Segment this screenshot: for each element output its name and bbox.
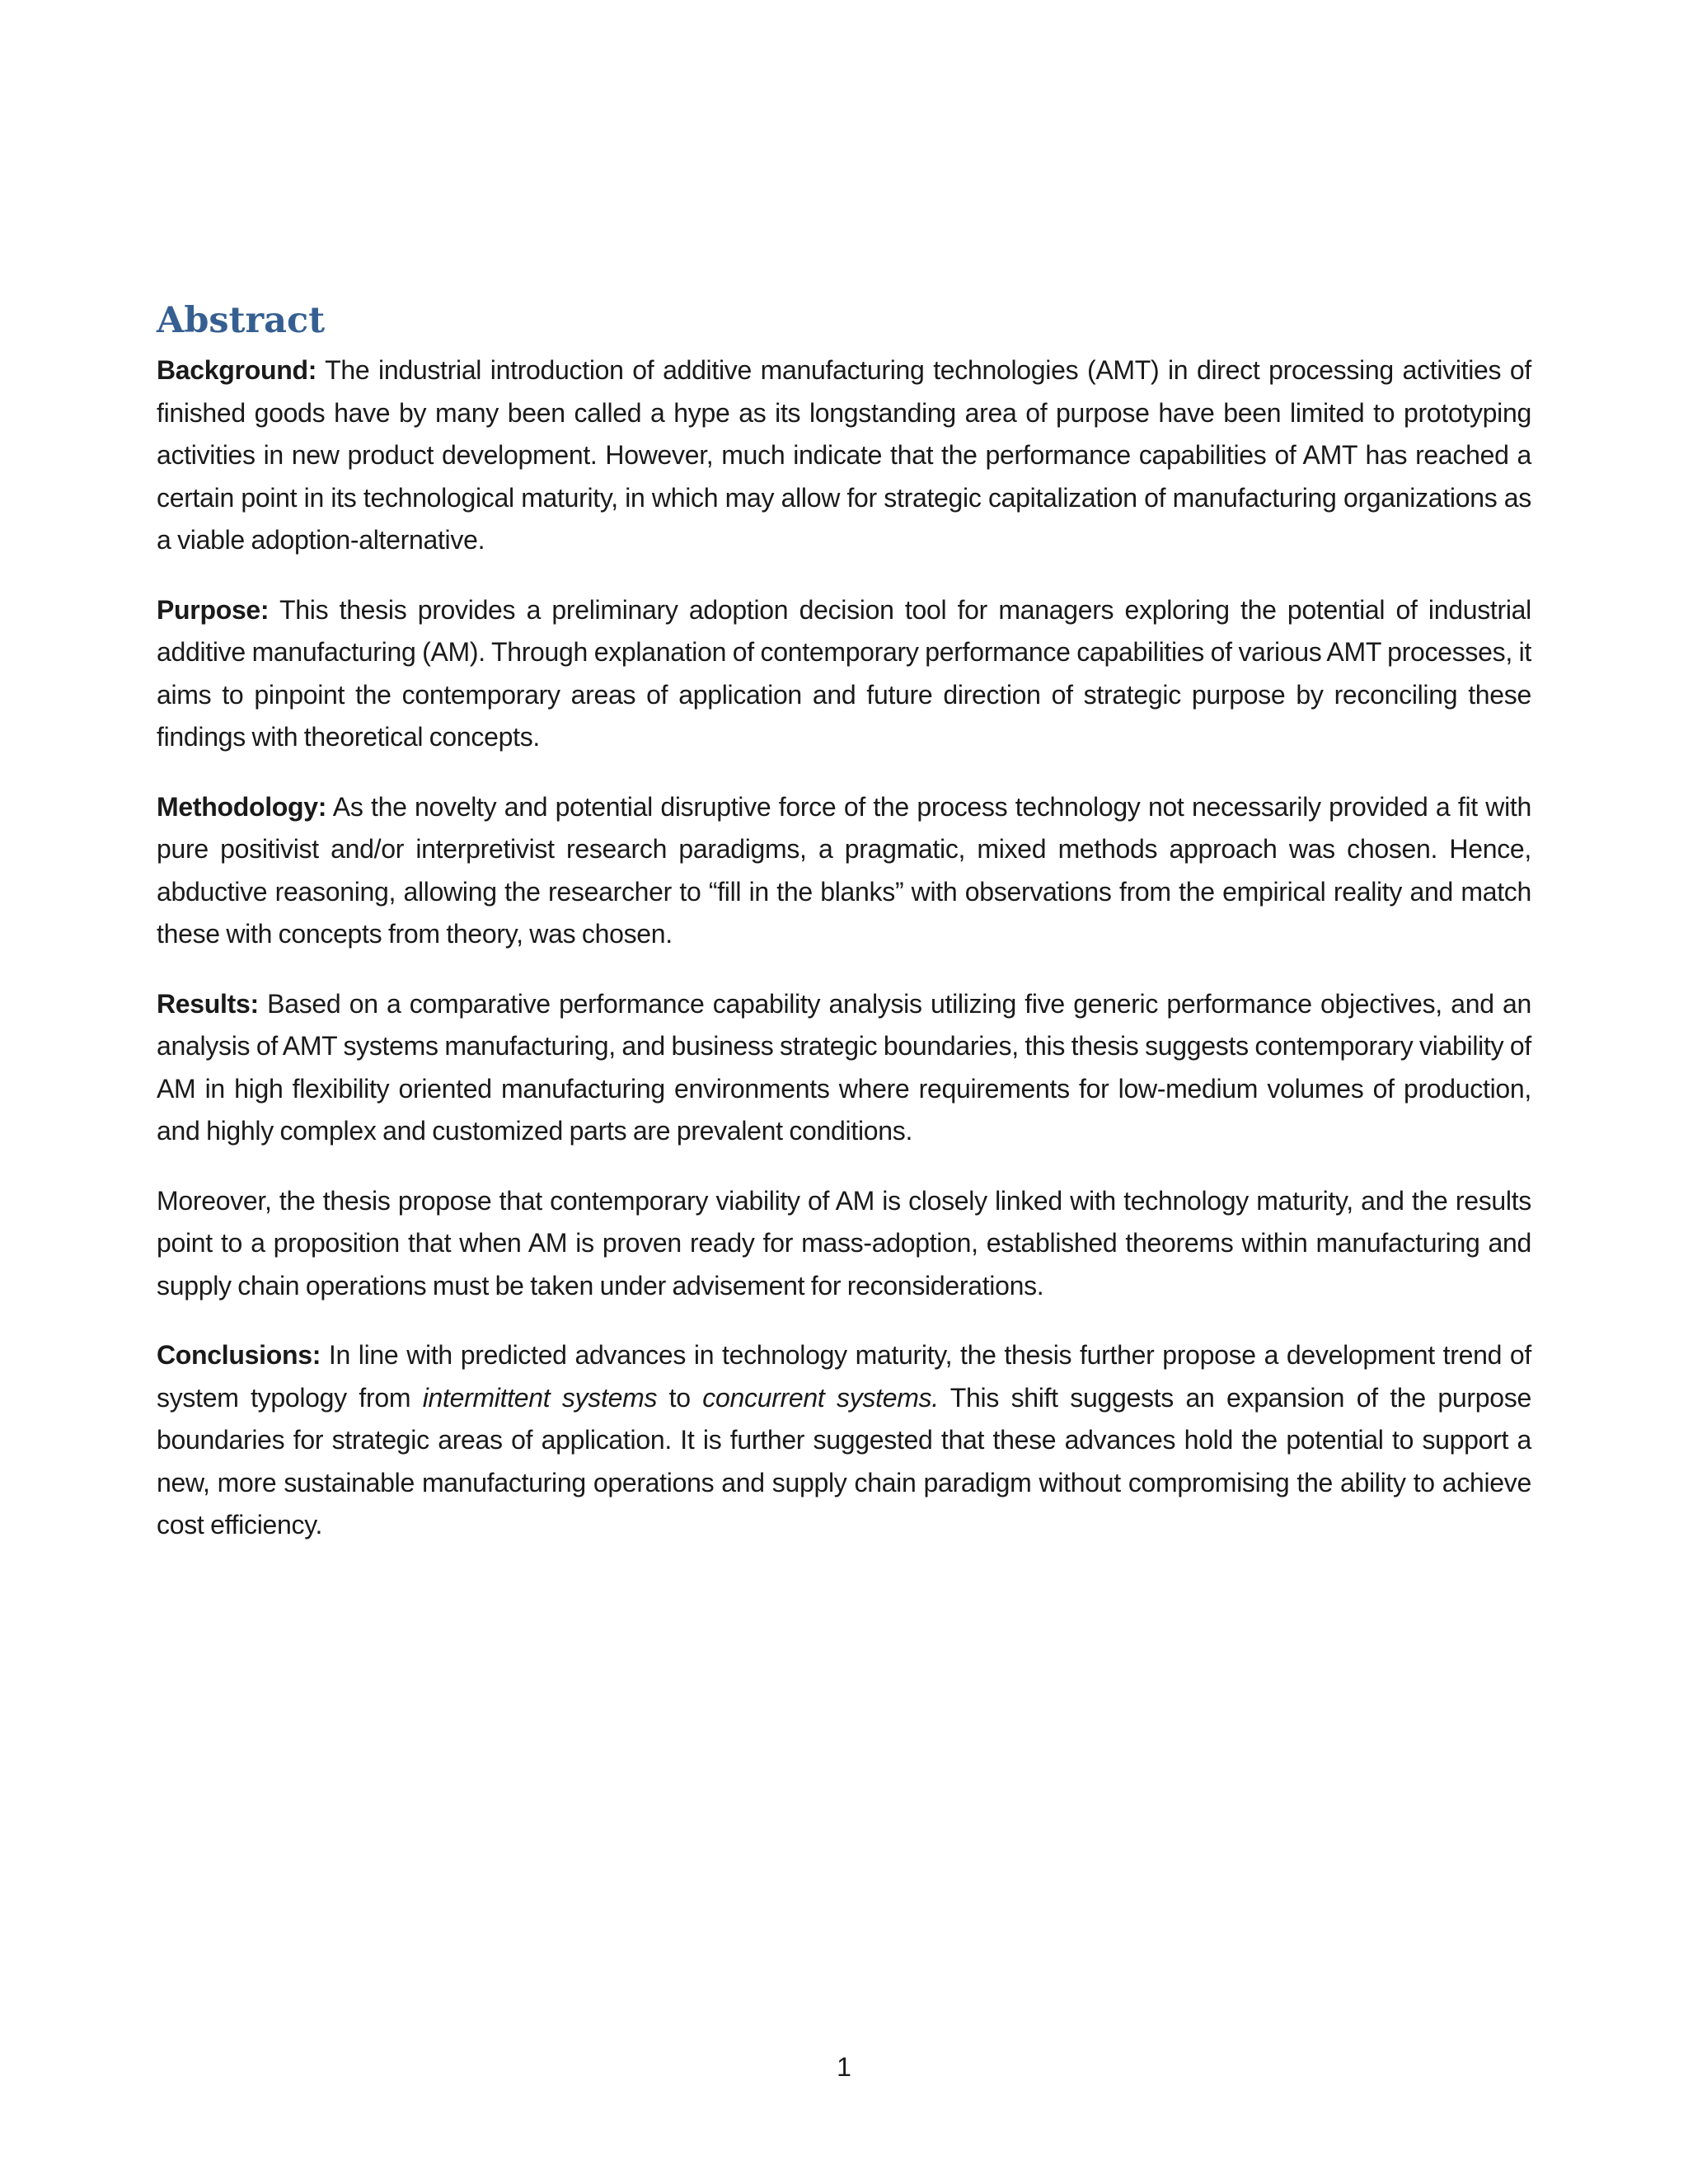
page-number: 1: [837, 2052, 851, 2082]
purpose-paragraph: [157, 589, 1531, 759]
background-label: Background:: [157, 355, 317, 385]
methodology-paragraph: [157, 786, 1531, 956]
purpose-text: This thesis provides a preliminary adoption decision tool for managers exploring the potential of industrial additive manufacturing (AM). Through explanation of contemporary performance capabilities of various AMT processes, it aims to pinpoint the contemporary areas of application and future direction of strategic purpose by reconciling these findings with theoretical concepts.: [157, 594, 1531, 752]
purpose-label: Purpose:: [157, 594, 270, 625]
conclusions-paragraph: [157, 1334, 1531, 1547]
moreover-paragraph: [157, 1180, 1531, 1308]
results-label: Results:: [157, 988, 259, 1019]
conclusions-label: Conclusions:: [157, 1340, 321, 1370]
conclusions-italic-2: concurrent systems.: [702, 1382, 939, 1413]
background-paragraph: [157, 349, 1531, 562]
results-paragraph: [157, 983, 1531, 1153]
conclusions-italic-1: intermittent systems: [422, 1382, 658, 1413]
background-text: The industrial introduction of additive manufacturing technologies (AMT) in direct processing activities of finished goods have by many been called a hype as its longstanding area of purpose have been limited to prototyping activities in new product development. However, much indicate that the performance capabilities of AMT has reached a certain point in its technological maturity, in which may allow for strategic capitalization of manufacturing organizations as a viable adoption-alternative.: [157, 355, 1531, 555]
conclusions-text-1: In line with predicted advances in technology maturity, the thesis further propose a development trend of system typology from: [157, 1340, 1531, 1413]
methodology-text: As the novelty and potential disruptive force of the process technology not necessarily provided a fit with pure positivist and/or interpretivist research paradigms, a pragmatic, mixed methods approach was chosen. Hence, abductive reasoning, allowing the researcher to “fill in the blanks” with observations from the empirical reality and match these with concepts from theory, was chosen.: [157, 791, 1531, 949]
conclusions-text-2: to: [657, 1382, 703, 1413]
document-body: [157, 298, 1531, 1574]
moreover-text: Moreover, the thesis propose that contemporary viability of AM is closely linked with technology maturity, and the results point to a proposition that when AM is proven ready for mass-adoption, established theorems within manufacturing and supply chain operations must be taken under advisement for reconsiderations.: [157, 1185, 1531, 1301]
results-text: Based on a comparative performance capability analysis utilizing five generic performance objectives, and an analysis of AMT systems manufacturing, and business strategic boundaries, this thesis suggests contemporary viability of AM in high flexibility oriented manufacturing environments where requirements for low-medium volumes of production, and highly complex and customized parts are prevalent conditions.: [157, 988, 1531, 1146]
methodology-label: Methodology:: [157, 791, 327, 822]
abstract-heading: Abstract: [157, 300, 326, 341]
conclusions-text-3: This shift suggests an expansion of the purpose boundaries for strategic areas of application. It is further suggested that these advances hold the potential to support a new, more sustainable manufacturing operations and supply chain paradigm without compromising the ability to achieve cost efficiency.: [157, 1382, 1531, 1540]
